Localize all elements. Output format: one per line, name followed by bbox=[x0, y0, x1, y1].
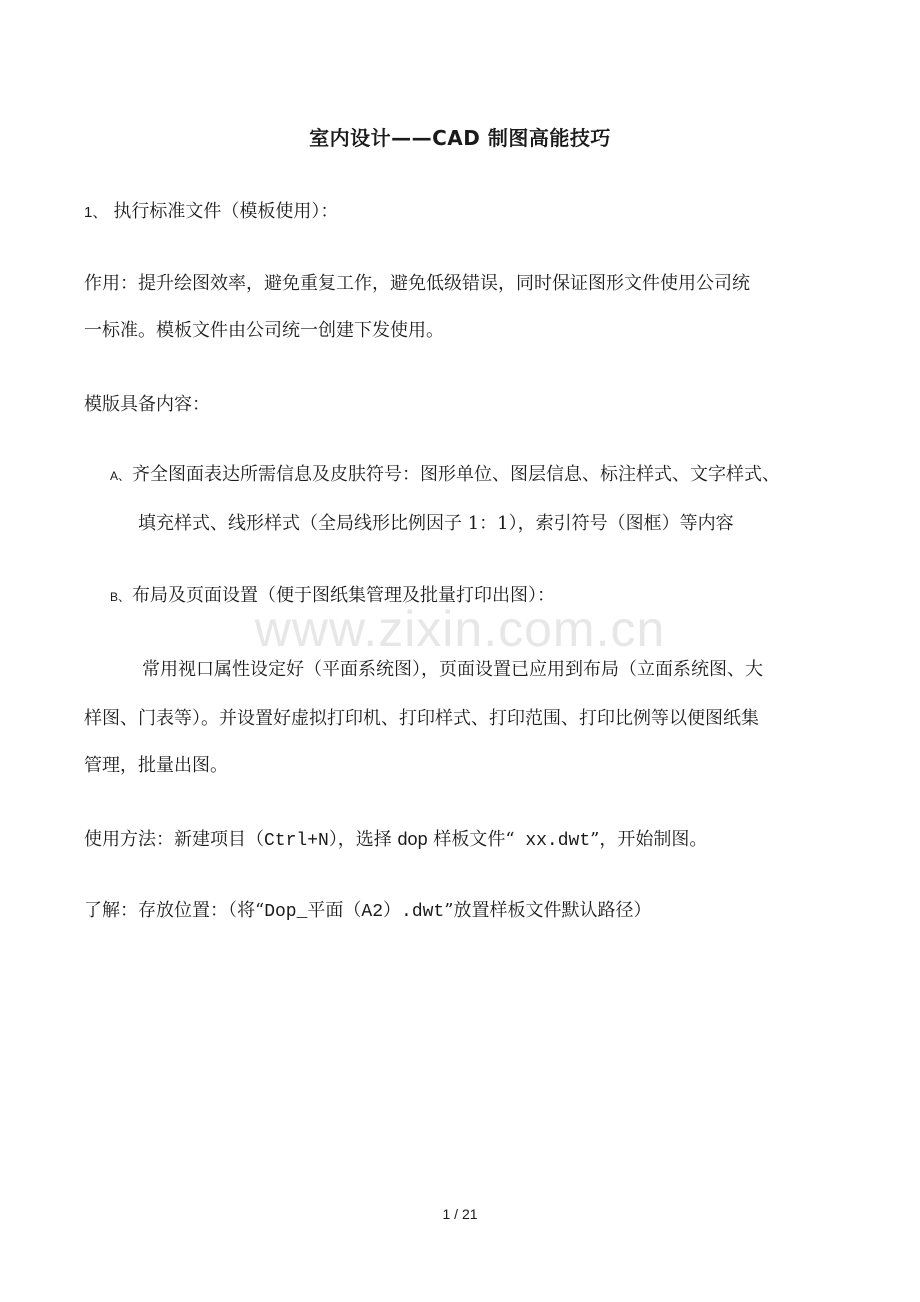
item-a-line-1 bbox=[110, 460, 780, 486]
item-b-heading bbox=[110, 581, 555, 607]
note-file-a: Dop_ bbox=[264, 902, 308, 922]
usage-template-prefix: dop bbox=[397, 829, 428, 849]
usage-end: ”，开始制图。 bbox=[590, 829, 708, 850]
purpose-line-2: 一标准。模板文件由公司统一创建下发使用。 bbox=[84, 320, 444, 341]
page-title: 室内设计——CAD 制图高能技巧 bbox=[309, 126, 611, 150]
purpose-line-1: 作用：提升绘图效率，避免重复工作，避免低级错误，同时保证图形文件使用公司统 bbox=[84, 273, 750, 294]
note-end: ”放置样板文件默认路径） bbox=[444, 900, 652, 921]
usage-line bbox=[84, 825, 707, 851]
note-file-b: 平面（ bbox=[307, 900, 362, 921]
section-number: 1、 bbox=[84, 204, 108, 221]
watermark: www.zixin.com.cn bbox=[254, 601, 666, 657]
note-label: 了解：存放位置：（将“ bbox=[84, 900, 265, 921]
usage-file: xx.dwt bbox=[514, 831, 591, 851]
item-b-heading-text: 布局及页面设置（便于图纸集管理及批量打印出图）： bbox=[132, 585, 556, 606]
usage-mid2: 样板文件“ bbox=[427, 829, 515, 850]
item-b-line-1: 常用视口属性设定好（平面系统图），页面设置已应用到布局（立面系统图、大 bbox=[142, 659, 763, 680]
item-a-line-2: 填充样式、线形样式（全局线形比例因子 1：1），索引符号（图框）等内容 bbox=[138, 513, 734, 534]
item-b-marker: B、 bbox=[110, 590, 131, 604]
item-b-line-2: 样图、门表等）。并设置好虚拟打印机、打印样式、打印范围、打印比例等以便图纸集 bbox=[84, 708, 759, 729]
template-contents-label: 模版具备内容： bbox=[84, 394, 210, 415]
note-file-e: .dwt bbox=[401, 902, 445, 922]
item-b-line-3: 管理，批量出图。 bbox=[84, 755, 228, 776]
usage-label: 使用方法：新建项目（ bbox=[84, 829, 264, 850]
item-a-marker: A、 bbox=[110, 469, 131, 483]
page-number: 1 / 21 bbox=[442, 1206, 478, 1222]
section-heading-text: 执行标准文件（模板使用）： bbox=[113, 201, 339, 222]
item-a-text-1: 齐全图面表达所需信息及皮肤符号：图形单位、图层信息、标注样式、文字样式、 bbox=[132, 464, 781, 485]
usage-mid: ），选择 bbox=[328, 829, 398, 850]
section-heading-1 bbox=[84, 197, 338, 223]
note-file-d: ） bbox=[383, 900, 402, 921]
note-file-c: A2 bbox=[361, 902, 384, 922]
usage-shortcut: Ctrl+N bbox=[264, 831, 329, 851]
note-line bbox=[84, 896, 651, 922]
